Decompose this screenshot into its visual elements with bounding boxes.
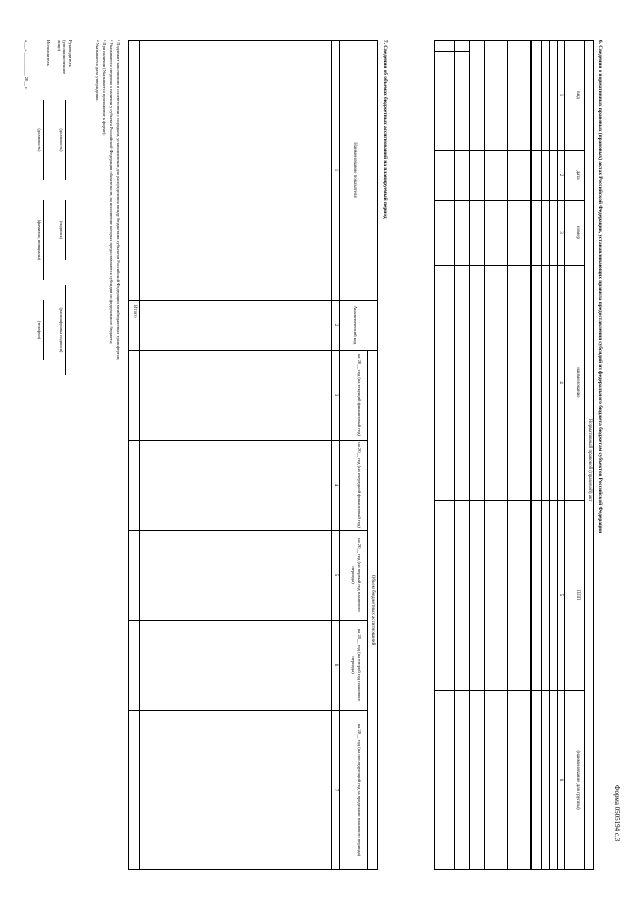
footnote-4: ⁴ Указывается дата утверждения. [95,40,100,102]
head-position-line[interactable] [65,100,66,180]
exec-phone-line[interactable] [43,300,44,360]
s7-col-name: Наименование показателя [352,142,357,198]
col-vid: вид [575,91,580,99]
s7-num-4: 4 [333,483,338,487]
head-cap-signature: (подпись) [59,220,64,240]
section7-header-group: Объем бюджетных ассигнований [370,574,375,646]
exec-cap-name: (фамилия, инициалы) [37,219,42,261]
s7-col-5: на 20__ год (на первый год планового периода) [351,538,362,612]
head-cap-name: (расшифровка подписи) [59,307,64,353]
exec-position-line[interactable] [43,100,44,180]
exec-name-line[interactable] [43,200,44,280]
num-2: 2 [558,173,563,177]
s7-num-1: 1 [333,168,338,172]
section7-title: 7. Сведения об объемах бюджетных ассигнований на планируемый период [382,40,388,219]
num-1: 1 [558,93,563,97]
num-5: 5 [558,593,563,597]
s7-col-6: на 20__ год (на второй год планового периода) [351,628,362,702]
num-3: 3 [558,231,563,234]
s7-total-label: Итого [132,305,137,318]
footnote-1: ¹ Подлежит заполнению в соответствии с порядком, установленным для распределения между бюджетами субъектов Российской Федерации межбюджетных трансфертов; [116,40,121,361]
s7-col-code: Аналитический код [353,305,358,345]
num-6: 6 [558,778,563,782]
section6-title: 6. Сведения о нормативных правовых (правовых) актах Российской Федерации, устанавливающих правила предоставления субсидий из федерального бюджета бюджетам субъектов Российской Федерации [597,40,603,534]
head-cap-position: (должность) [59,128,64,152]
s7-col-4: на 20__ год (на очередной финансовый год) [357,442,362,528]
head-label: Руководитель (уполномоченное лицо) [57,40,73,75]
footnote-3: ³ При наличии (Указывается приложение к форме); [102,40,107,136]
exec-label: Исполнитель [46,40,51,66]
s7-num-2: 2 [333,323,338,327]
s7-num-7: 7 [333,788,338,792]
col-last: (наименование для группы) [575,750,580,810]
signature-date: «___» __________ 20__ г. [24,40,29,90]
exec-cap-phone: (телефон) [37,320,42,340]
head-name-line[interactable] [65,285,66,375]
s7-num-5: 5 [333,573,338,577]
s7-col-7: на 20__ год (на последующий год за пределами планового периода) [357,723,362,857]
s7-col-3: на 20__ год (на текущий финансовый год) [357,353,362,437]
num-4: 4 [558,381,563,384]
col-number: номер [575,226,580,239]
exec-cap-position: (должность) [37,128,42,152]
section6-header-group: Нормативный правовой (правовой) акт [587,418,592,502]
s7-num-6: 6 [333,663,338,667]
col-ppp: ППП [575,589,580,601]
s7-num-3: 3 [333,393,338,397]
col-date: дата [575,170,580,180]
head-signature-line[interactable] [65,200,66,260]
footnote-2: ² Указываются сведения о наличии у субъекта Российской Федерации обязательств, на исполнение которых предоставляются субсидии из федерального бюджета; [109,40,114,345]
form-code: Форма 0505194 с.3 [613,785,621,842]
col-name: наименование [575,367,580,398]
